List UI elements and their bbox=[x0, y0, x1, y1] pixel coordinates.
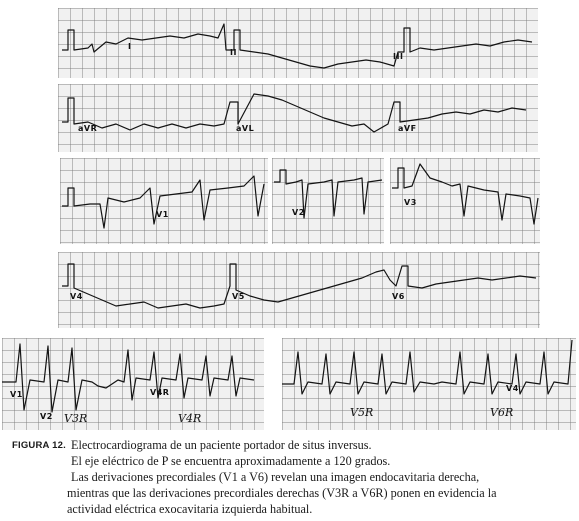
lead-label-bottom-left-V1: V1 bbox=[10, 390, 23, 399]
ecg-strip-bottom-left bbox=[2, 338, 264, 430]
caption-line-5: actividad eléctrica exocavitaria izquierda habitual. bbox=[67, 502, 313, 516]
lead-label-aVL: aVL bbox=[236, 124, 255, 133]
caption-line-4: mientras que las derivaciones precordiales derechas (V3R a V6R) ponen en evidencia la bbox=[67, 486, 497, 500]
figure-caption bbox=[12, 437, 577, 517]
caption-label: FIGURA 12. bbox=[12, 440, 66, 451]
lead-label-bottom-left-V3R: V3R bbox=[64, 412, 88, 425]
lead-label-V1: V1 bbox=[156, 210, 169, 219]
ecg-trace-row4 bbox=[58, 252, 540, 328]
lead-label-V4: V4 bbox=[70, 292, 83, 301]
ecg-strip-V1 bbox=[60, 158, 268, 244]
lead-label-bottom-right-V6R: V6R bbox=[490, 406, 514, 419]
lead-label-aVR: aVR bbox=[78, 124, 98, 133]
ecg-strip-V2 bbox=[272, 158, 384, 244]
ecg-trace-V2 bbox=[272, 158, 384, 244]
lead-label-aVF: aVF bbox=[398, 124, 417, 133]
lead-label-I: I bbox=[128, 42, 132, 51]
caption-text bbox=[67, 437, 577, 517]
caption-line-3: Las derivaciones precordiales (V1 a V6) revelan una imagen endocavitaria derecha, bbox=[71, 470, 480, 484]
lead-label-III: III bbox=[393, 52, 404, 61]
lead-label-II: II bbox=[230, 48, 237, 57]
ecg-strip-row1 bbox=[58, 8, 538, 78]
lead-label-V2: V2 bbox=[292, 208, 305, 217]
ecg-trace-row2 bbox=[58, 84, 538, 152]
ecg-strip-bottom-right bbox=[282, 338, 576, 430]
ecg-trace-bottom-right bbox=[282, 338, 576, 430]
lead-label-bottom-right-V5R: V5R bbox=[350, 406, 374, 419]
lead-label-V3: V3 bbox=[404, 198, 417, 207]
caption-line-2: El eje eléctrico de P se encuentra aproximadamente a 120 grados. bbox=[71, 454, 391, 468]
ecg-strip-row4 bbox=[58, 252, 540, 328]
ecg-strip-row2 bbox=[58, 84, 538, 152]
ecg-strip-V3 bbox=[390, 158, 540, 244]
lead-label-bottom-right-V4: V4 bbox=[506, 384, 519, 393]
lead-label-V5: V5 bbox=[232, 292, 245, 301]
lead-label-V6: V6 bbox=[392, 292, 405, 301]
lead-label-bottom-left-V4R: V4R bbox=[150, 388, 170, 397]
caption-line-1: Electrocardiograma de un paciente portador de situs inversus. bbox=[71, 438, 372, 452]
ecg-trace-V1 bbox=[60, 158, 268, 244]
lead-label-bottom-left-V4R-hand: V4R bbox=[178, 412, 202, 425]
lead-label-bottom-left-V2: V2 bbox=[40, 412, 53, 421]
